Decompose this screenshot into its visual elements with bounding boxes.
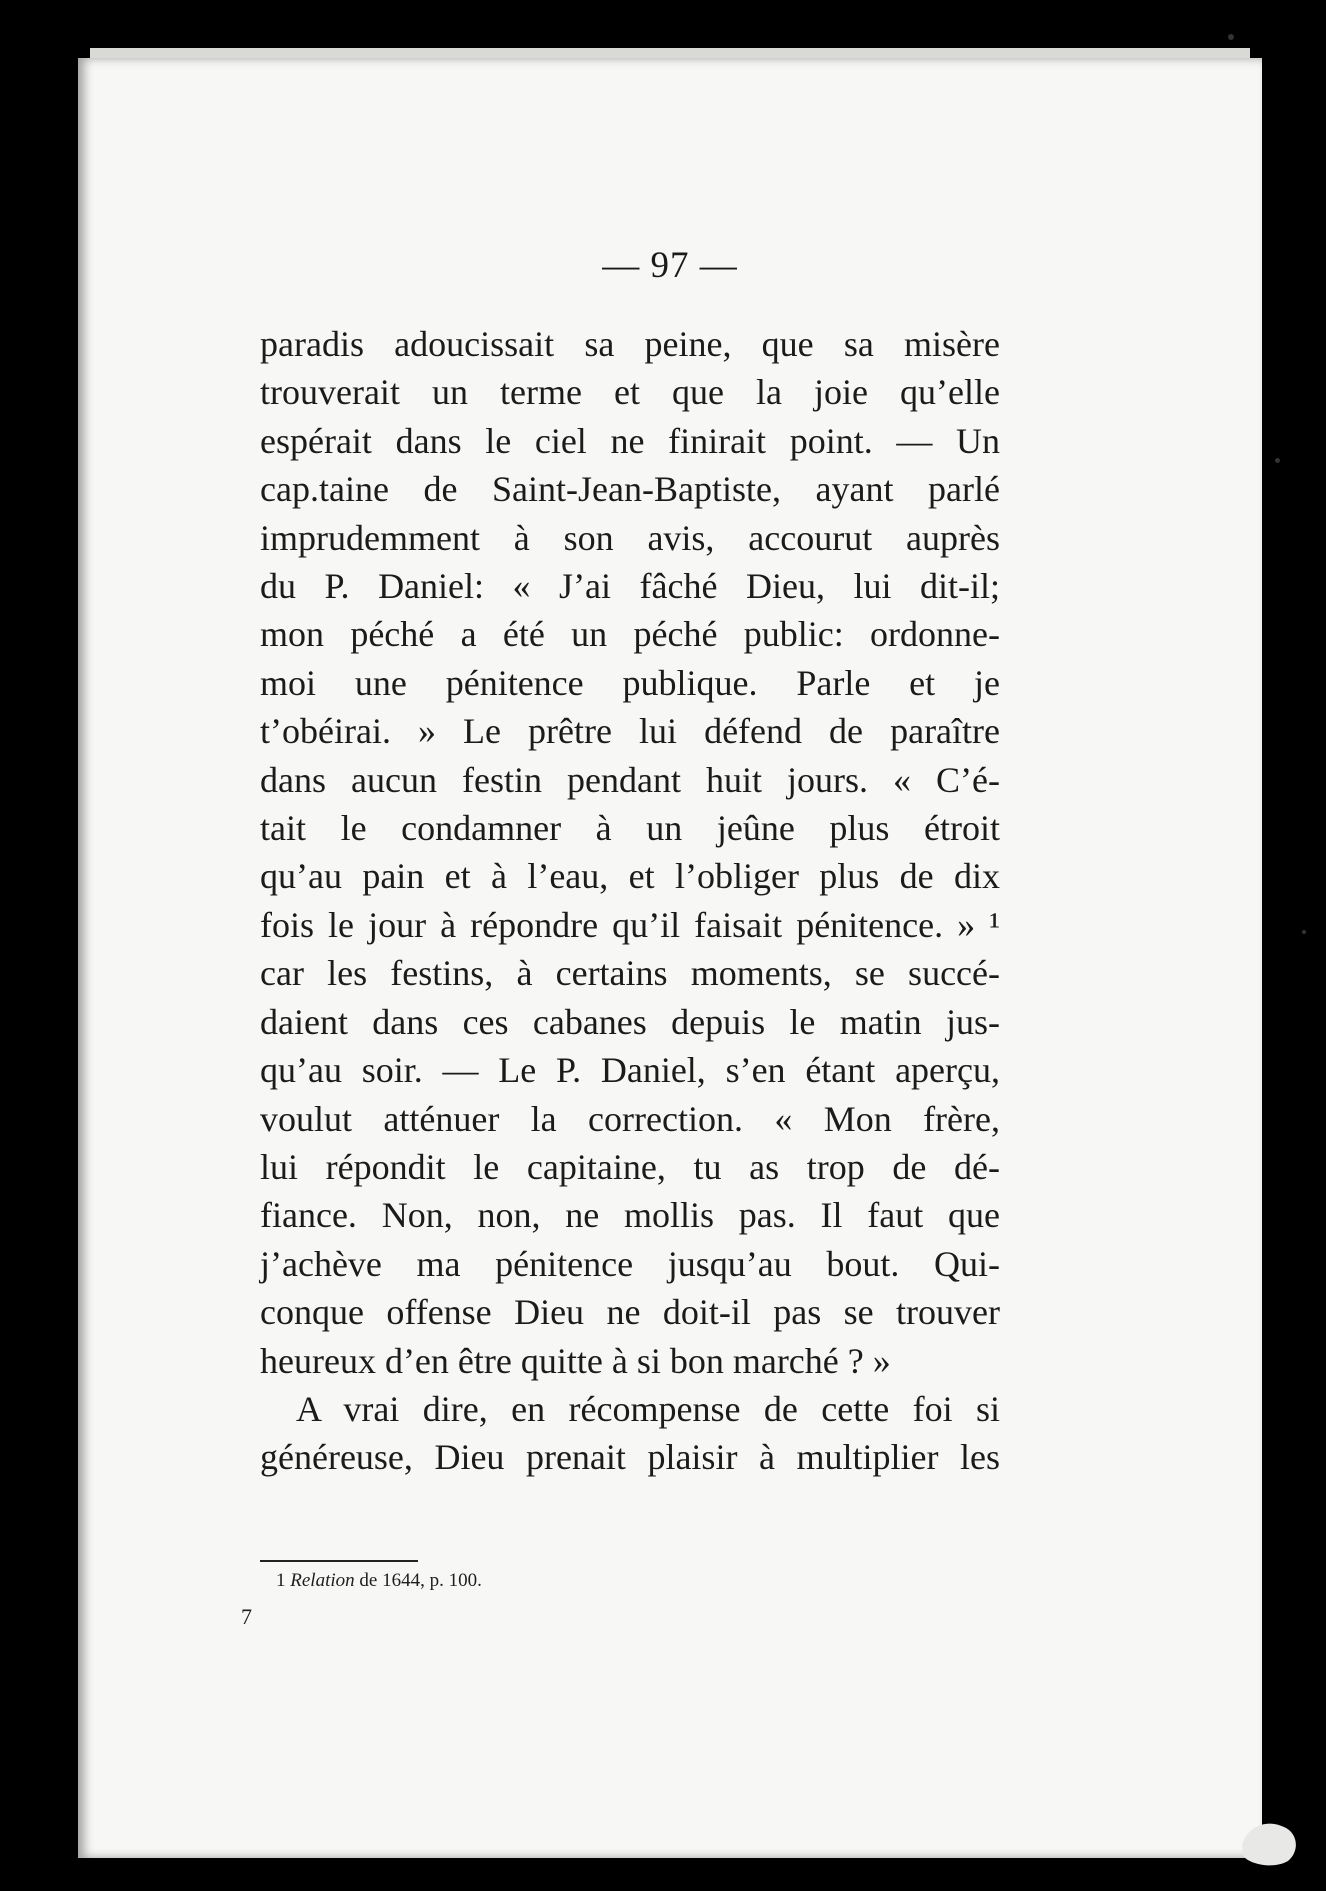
text-line: voulut atténuer la correction. « Mon frère,: [260, 1098, 1000, 1139]
text-line: imprudemment à son avis, accourut auprès: [260, 517, 1000, 558]
text-line: j’achève ma pénitence jusqu’au bout. Qui-: [260, 1243, 1000, 1284]
text-line: t’obéirai. » Le prêtre lui défend de paraître: [260, 711, 1000, 752]
text-line: espérait dans le ciel ne finirait point. — Un: [260, 420, 1000, 461]
text-line: dans aucun festin pendant huit jours. « C’é-: [260, 759, 1000, 800]
text-line: daient dans ces cabanes depuis le matin jus-: [260, 1001, 1000, 1042]
scan-speck: [1302, 930, 1306, 934]
footnote: [276, 1570, 482, 1592]
scan-speck: [1275, 458, 1280, 463]
body-text: [260, 320, 1000, 1482]
text-line: A vrai dire, en récompense de cette foi si: [296, 1388, 1000, 1429]
text-line: tait le condamner à un jeûne plus étroit: [260, 808, 1000, 849]
footnote-source-details: de 1644, p. 100.: [359, 1570, 482, 1591]
text-line: qu’au pain et à l’eau, et l’obliger plus de dix: [260, 856, 1000, 897]
text-line: fois le jour à répondre qu’il faisait pénitence. » ¹: [260, 904, 1000, 945]
text-line: généreuse, Dieu prenait plaisir à multiplier les: [260, 1437, 1000, 1478]
page-number: — 97 —: [602, 245, 738, 286]
footnote-marker: 1: [276, 1570, 286, 1591]
text-line: heureux d’en être quitte à si bon marché ? »: [260, 1340, 891, 1381]
book-page: [78, 58, 1262, 1858]
text-line: trouverait un terme et que la joie qu’elle: [260, 372, 1000, 413]
scan-corner-smudge-icon: [1234, 1815, 1304, 1869]
text-line: moi une pénitence publique. Parle et je: [260, 662, 1000, 703]
text-line: fiance. Non, non, ne mollis pas. Il faut que: [260, 1195, 1000, 1236]
text-line: cap.taine de Saint-Jean-Baptiste, ayant parlé: [260, 469, 1000, 510]
text-line: mon péché a été un péché public: ordonne-: [260, 614, 1000, 655]
text-line: lui répondit le capitaine, tu as trop de dé-: [260, 1146, 1000, 1187]
text-line: car les festins, à certains moments, se succé-: [260, 953, 1000, 994]
text-line: qu’au soir. — Le P. Daniel, s’en étant aperçu,: [260, 1050, 1000, 1091]
text-line: paradis adoucissait sa peine, que sa misère: [260, 324, 1000, 364]
page-top-edge: [90, 48, 1250, 58]
footnote-source-title: Relation: [290, 1570, 355, 1591]
footnote-divider: [260, 1560, 418, 1562]
signature-mark: 7: [241, 1604, 252, 1629]
scan-speck: [1228, 34, 1234, 40]
text-line: du P. Daniel: « J’ai fâché Dieu, lui dit-il;: [260, 566, 1000, 607]
text-line: conque offense Dieu ne doit-il pas se trouver: [260, 1292, 1000, 1333]
